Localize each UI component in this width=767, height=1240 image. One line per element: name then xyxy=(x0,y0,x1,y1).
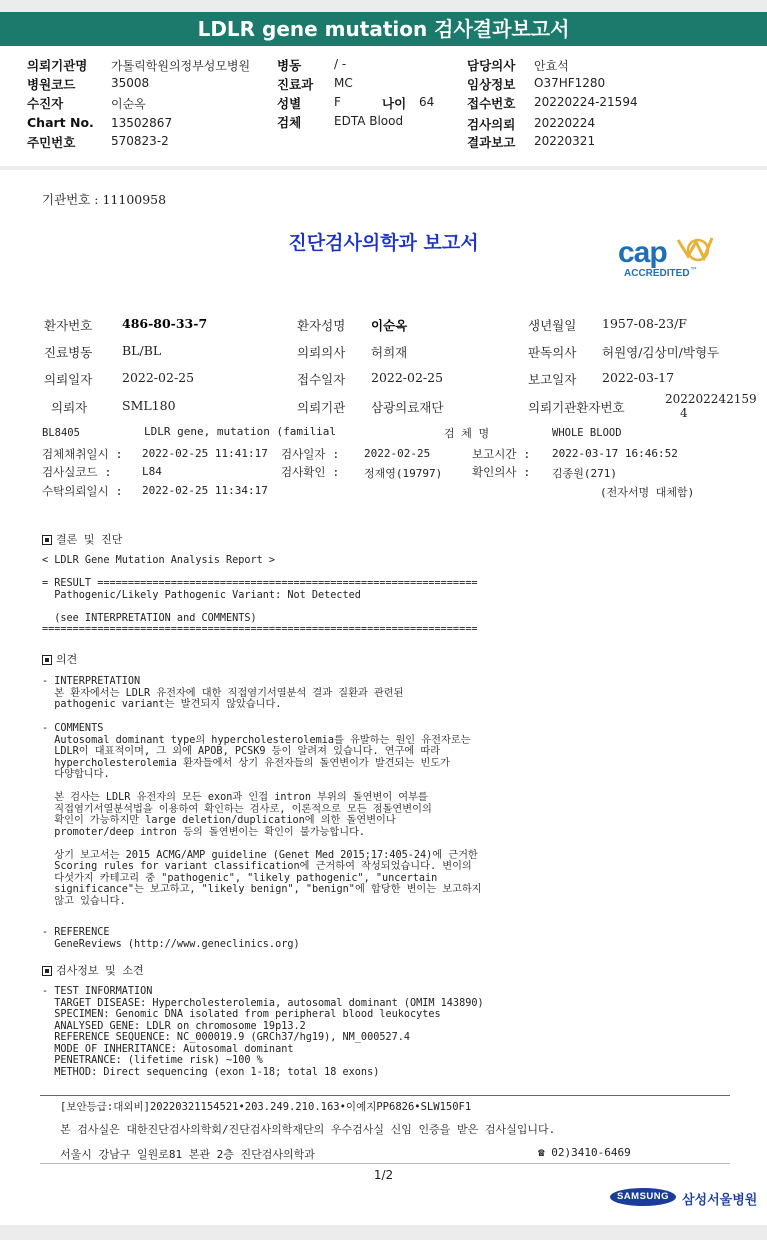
birth-date: 1957-08-23/F xyxy=(602,316,687,331)
lab-report-title: 진단검사의학과 보고서 xyxy=(288,232,479,254)
field-label: Chart No. xyxy=(27,115,94,130)
institution: 삼광의료재단 xyxy=(371,400,444,415)
label: 환자성명 xyxy=(297,318,346,333)
field-value: 20220224 xyxy=(534,116,596,130)
consign-time: 2022-02-25 11:34:17 xyxy=(142,484,268,497)
section-title: 의견 xyxy=(56,653,78,666)
test-information-text: - TEST INFORMATION TARGET DISEASE: Hypercholesterolemia, autosomal dominant (OMIM 143890) SPECIMEN: Genomic DNA isolated from peripheral blood leukocytes ANALYSED GENE: LDLR on chromosome 19p13.2 REFERENCE SEQUENCE: NC_000019.9 (GRCh37/hg19), NM_000527.4 MODE OF INHERITANCE: Autosomal dominant PENETRANCE: (lifetime risk) ~100 % METHOD: Direct sequencing (exon 1-18; total 18 exons) xyxy=(42,986,484,1078)
field-value: EDTA Blood xyxy=(334,114,404,128)
test-code: BL8405 xyxy=(42,427,80,439)
samsung-logo: SAMSUNG xyxy=(610,1188,676,1206)
field-label: 접수번호 xyxy=(467,96,516,111)
hospital-name: 삼성서울병원 xyxy=(682,1193,758,1208)
request-date: 2022-02-25 xyxy=(122,370,195,385)
comments-text: - COMMENTS Autosomal dominant type의 hypercholesterolemia를 유발하는 원인 유전자로는 LDLR이 대표적이며, 그 외에 APOB, PCSK9 등이 알려져 있습니다. 연구에 따라 hypercholesterolemia 환자들에서 상기 유전자들의 돌연변이가 발견되는 빈도가 다양합니다. 본 검사는 LDLR 유전자의 모든 exon과 인접 intron 부위의 돌연변이 여부를 직접염기서열분석법을 이용하여 확인하는 검사로, 이론적으로 모든 점돌연변이의 확인이 가능하지만 large deletion/duplication에 의한 돌연변이나 promoter/deep intron 등의 돌연변이는 확인이 불가능합니다. 상기 보고서는 2015 ACMG/AMP guideline (Genet Med 2015;17:405-24)에 근거한 Scoring rules for variant classification에 근거하여 작성되었습니다. 변이의 다섯가지 카테고리 중 "pathogenic", "likely pathogenic", "uncertain significance"는 보고하고, "likely benign", "benign"에 합당한 변이는 보고하지 않고 있습니다. xyxy=(42,723,482,907)
section-opinion-header xyxy=(42,651,77,667)
label: 검 체 명 xyxy=(444,427,490,440)
label: 검사실코드 : xyxy=(42,465,112,479)
field-value: 13502867 xyxy=(111,116,173,130)
field-value: 570823-2 xyxy=(111,134,169,148)
label: 환자번호 xyxy=(44,318,93,333)
footer-divider xyxy=(40,1095,730,1096)
reference-text: - REFERENCE GeneReviews (http://www.geneclinics.org) xyxy=(42,927,300,950)
field-label: 임상정보 xyxy=(467,77,516,92)
receive-date: 2022-02-25 xyxy=(371,370,444,385)
field-value: 35008 xyxy=(111,76,150,90)
section-title: 검사정보 및 소견 xyxy=(56,964,144,977)
label: 검사확인 : xyxy=(281,465,340,479)
requester: SML180 xyxy=(122,398,176,413)
field-value: MC xyxy=(334,76,353,90)
page-number: 1/2 xyxy=(373,1168,394,1182)
field-value: / - xyxy=(334,57,347,71)
field-label: 결과보고 xyxy=(467,135,516,150)
certification-note: 본 검사실은 대한진단검사의학회/진단검사의학재단의 우수검사실 신임 인증을 받은 검사실입니다. xyxy=(60,1123,556,1136)
doctor: 허희재 xyxy=(371,345,408,360)
test-name: LDLR gene, mutation (familial xyxy=(144,425,337,438)
e-signature-note: (전자서명 대체함) xyxy=(600,486,695,499)
field-value: 20220321 xyxy=(534,134,596,148)
patient-number: 486-80-33-7 xyxy=(122,316,208,331)
field-label: 주민번호 xyxy=(27,135,76,150)
cap-trademark: ™ xyxy=(690,266,698,275)
field-value: 이순옥 xyxy=(111,97,146,111)
field-label: 수진자 xyxy=(27,96,64,111)
field-value: 64 xyxy=(419,95,435,109)
header-panel xyxy=(0,46,767,166)
institution-patient-number-suffix: 4 xyxy=(680,406,688,420)
section-bullet-icon xyxy=(42,966,52,976)
label: 의뢰자 xyxy=(51,400,88,415)
field-label: 진료과 xyxy=(277,77,314,92)
section-title: 결론 및 진단 xyxy=(56,533,123,546)
cap-accredited-text: ACCREDITED xyxy=(624,268,690,279)
field-label: 의뢰기관명 xyxy=(27,58,88,73)
label: 보고시간 : xyxy=(472,447,531,461)
field-value: O37HF1280 xyxy=(534,76,606,90)
lab-address: 서울시 강남구 일원로81 본관 2층 진단검사의학과 xyxy=(60,1148,315,1161)
label: 의뢰기관환자번호 xyxy=(528,400,625,415)
section-bullet-icon xyxy=(42,535,52,545)
label: 의뢰의사 xyxy=(297,345,346,360)
ward: BL/BL xyxy=(122,343,162,358)
field-value: 안효석 xyxy=(534,59,569,73)
report-time: 2022-03-17 16:46:52 xyxy=(552,447,678,460)
label: 보고일자 xyxy=(528,372,577,387)
confirm-doctor: 김종원(271) xyxy=(552,467,617,480)
label: 생년월일 xyxy=(528,318,577,333)
label: 수탁의뢰일시 : xyxy=(42,484,123,498)
section-result-header xyxy=(42,531,122,547)
institution-number: 기관번호 : 11100958 xyxy=(42,192,167,207)
field-label: 담당의사 xyxy=(467,58,516,73)
field-label: 검사의뢰 xyxy=(467,117,516,132)
field-label: 병원코드 xyxy=(27,77,76,92)
label: 의뢰일자 xyxy=(44,372,93,387)
field-label: 나이 xyxy=(382,96,407,111)
specimen: WHOLE BLOOD xyxy=(552,427,622,439)
samsung-hospital-logo xyxy=(610,1186,758,1210)
result-text: < LDLR Gene Mutation Analysis Report > = RESULT ============================================================== Pathogenic/Likely Pathogenic Variant: Not Detected (see INTERPRETATION and COMMENTS) ======================================================================= xyxy=(42,555,478,635)
report-sheet xyxy=(0,170,767,1225)
institution-patient-number: 202202242159 xyxy=(665,392,757,406)
reader: 허원영/김상미/박형두 xyxy=(602,345,720,360)
footer-separator xyxy=(40,1163,730,1164)
security-line: [보안등급:대외비]20220321154521•203.249.210.163•이예지PP6826•SLW150F1 xyxy=(60,1101,472,1113)
lab-phone: ☎ 02)3410-6469 xyxy=(538,1146,631,1159)
field-value: 가톨릭학원의정부성모병원 xyxy=(111,59,251,73)
report-title-bar: LDLR gene mutation 검사결과보고서 xyxy=(0,12,767,46)
interpretation-text: - INTERPRETATION 본 환자에서는 LDLR 유전자에 대한 직접염기서열분석 결과 질환과 관련된 pathogenic variant는 발견되지 않았습니다. xyxy=(42,676,404,710)
lab-code: L84 xyxy=(142,465,162,478)
label: 검체채취일시 : xyxy=(42,447,123,461)
collect-time: 2022-02-25 11:41:17 xyxy=(142,447,268,460)
label: 확인의사 : xyxy=(472,465,531,479)
patient-name: 이순옥 xyxy=(371,318,408,333)
exam-date: 2022-02-25 xyxy=(364,447,431,460)
section-info-header xyxy=(42,962,144,978)
label: 접수일자 xyxy=(297,372,346,387)
cap-accredited-logo xyxy=(616,236,721,286)
label: 의뢰기관 xyxy=(297,400,346,415)
cap-logo-text: cap xyxy=(618,236,667,269)
label: 판독의사 xyxy=(528,345,577,360)
field-value: 20220224-21594 xyxy=(534,95,638,109)
field-label: 병동 xyxy=(277,58,302,73)
field-value: F xyxy=(334,95,341,109)
report-date: 2022-03-17 xyxy=(602,370,675,385)
label: 검사일자 : xyxy=(281,447,340,461)
label: 진료병동 xyxy=(44,345,93,360)
confirm: 정재영(19797) xyxy=(364,467,443,480)
field-label: 성별 xyxy=(277,96,302,111)
field-label: 검체 xyxy=(277,115,302,130)
section-bullet-icon xyxy=(42,655,52,665)
